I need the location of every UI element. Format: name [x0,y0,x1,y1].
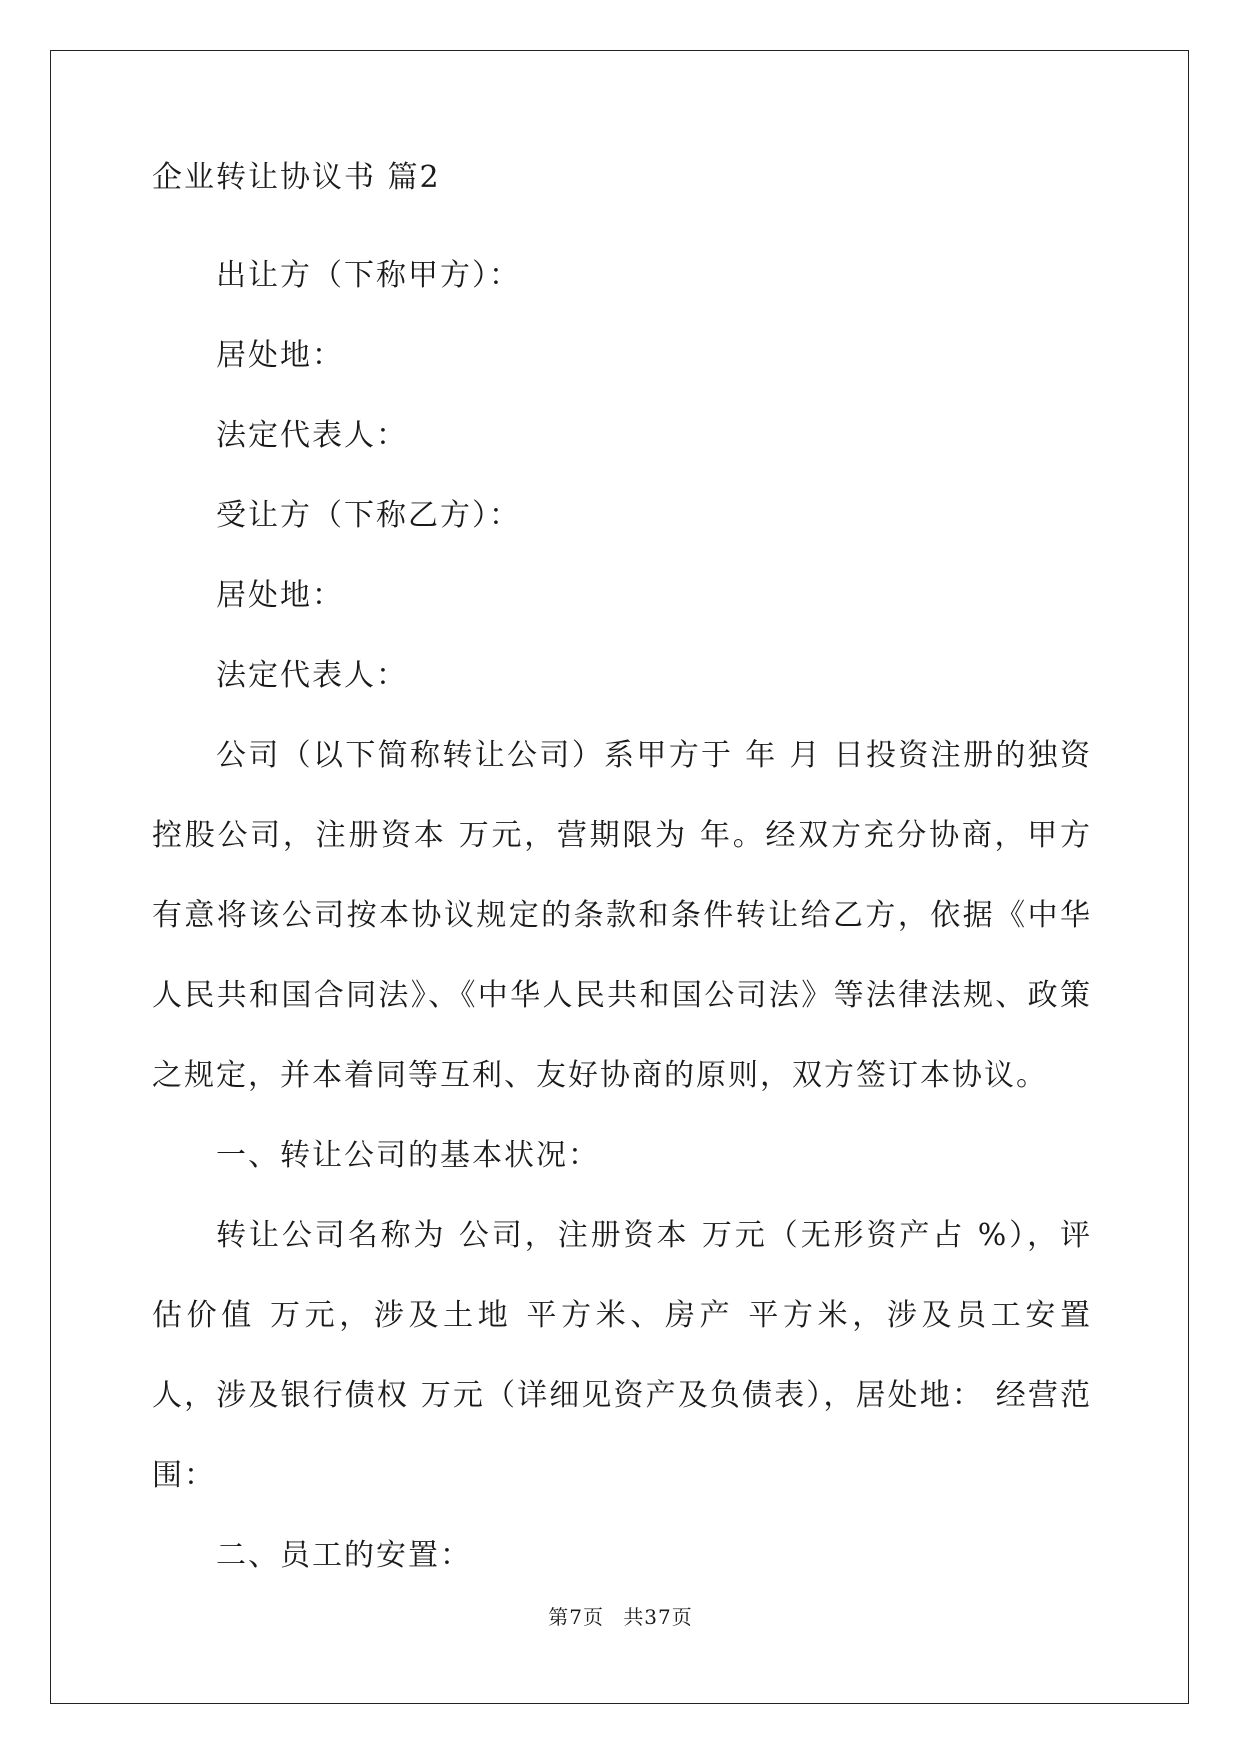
paragraph: 受让方（下称乙方）： [216,498,521,533]
document-body [152,160,1092,1596]
section-heading: 二、员工的安置： [216,1538,472,1573]
paragraph: 居处地： [216,578,344,613]
paragraph: 法定代表人： [216,418,408,453]
section-heading: 一、转让公司的基本状况： [216,1138,600,1173]
paragraph: 转让公司名称为 公司，注册资本 万元（无形资产占 %），评估价值 万元，涉及土地 平方米、房产 平方米，涉及员工安置 人，涉及银行债权 万元（详细见资产及负债表），居处地： 经营范围： [152,1218,1092,1493]
page-footer [0,1601,1241,1630]
paragraph: 公司（以下简称转让公司）系甲方于 年 月 日投资注册的独资控股公司，注册资本 万元，营期限为 年。经双方充分协商，甲方有意将该公司按本协议规定的条款和条件转让给乙方，依据《中华人民共和国合同法》、《中华人民共和国公司法》等法律法规、政策之规定，并本着同等互利、友好协商的原则，双方签订本协议。 [152,738,1092,1093]
document-title: 企业转让协议书 篇2 [152,160,441,195]
paragraph: 法定代表人： [216,658,408,693]
paragraph: 出让方（下称甲方）： [216,258,521,293]
paragraph: 居处地： [216,338,344,373]
page-number: 第7页 [548,1605,604,1629]
page-total: 共37页 [623,1605,693,1629]
